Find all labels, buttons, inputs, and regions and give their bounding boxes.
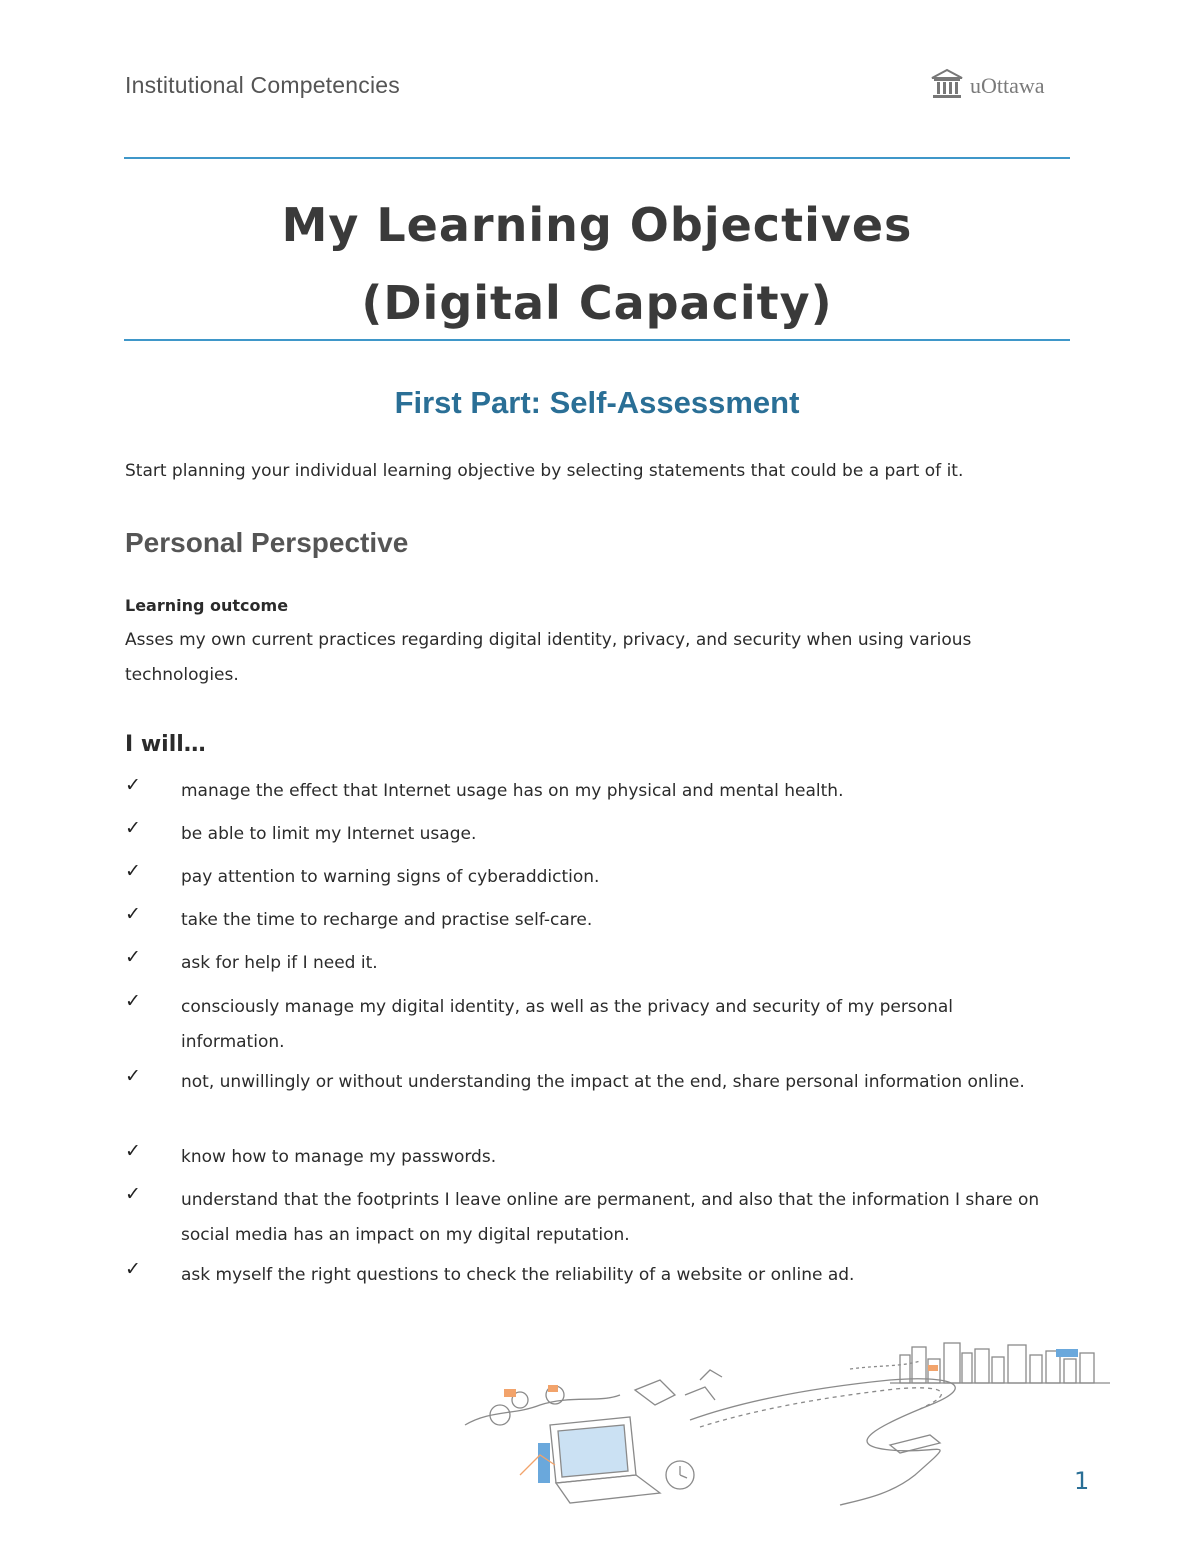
- checklist-item: [125, 1258, 1055, 1293]
- checklist-item: [125, 860, 1055, 895]
- uottawa-logo: [930, 66, 1045, 106]
- checklist-item: [125, 1183, 1055, 1253]
- checkmark-icon: ✓: [125, 774, 141, 796]
- checklist-item-text: understand that the footprints I leave online are permanent, and also that the information I share on social media has an impact on my digital reputation.: [181, 1190, 1040, 1245]
- building-icon: [930, 67, 964, 105]
- page-title-line2: (Digital Capacity): [361, 276, 833, 330]
- checklist-item-text: be able to limit my Internet usage.: [181, 824, 477, 844]
- checkmark-icon: ✓: [125, 903, 141, 925]
- learning-outcome-label: Learning outcome: [125, 596, 289, 615]
- checklist-item-text: pay attention to warning signs of cyberaddiction.: [181, 867, 600, 887]
- checklist-item-text: ask for help if I need it.: [181, 953, 378, 973]
- page-title: [124, 186, 1070, 342]
- checklist-item: [125, 774, 1055, 809]
- i-will-heading: I will…: [125, 732, 206, 757]
- checkmark-icon: ✓: [125, 946, 141, 968]
- checklist-item-text: take the time to recharge and practise self-care.: [181, 910, 593, 930]
- checkmark-icon: ✓: [125, 1140, 141, 1162]
- checklist-item: [125, 817, 1055, 852]
- intro-text: Start planning your individual learning objective by selecting statements that could be a part of it.: [125, 461, 964, 481]
- checkmark-icon: ✓: [125, 1065, 141, 1087]
- checklist-item-text: know how to manage my passwords.: [181, 1147, 497, 1167]
- city-laptop-illustration: [460, 1325, 1130, 1519]
- checklist-item-text: ask myself the right questions to check the reliability of a website or online ad.: [181, 1265, 855, 1285]
- checklist-item-text: manage the effect that Internet usage has on my physical and mental health.: [181, 781, 844, 801]
- checkmark-icon: ✓: [125, 1258, 141, 1280]
- checklist-item: [125, 1065, 1055, 1100]
- checkmark-icon: ✓: [125, 1183, 141, 1205]
- checklist-item-text: consciously manage my digital identity, as well as the privacy and security of my personal information.: [181, 997, 953, 1052]
- page-number: 1: [1074, 1467, 1090, 1495]
- checklist-item: [125, 903, 1055, 938]
- section-title: First Part: Self-Assessment: [394, 385, 800, 420]
- top-rule: [124, 157, 1070, 159]
- checklist-item: [125, 990, 1055, 1060]
- page-title-line1: My Learning Objectives: [281, 198, 913, 252]
- perspective-heading: Personal Perspective: [125, 527, 409, 558]
- checkmark-icon: ✓: [125, 817, 141, 839]
- header-title: Institutional Competencies: [125, 72, 400, 98]
- checklist-item: [125, 946, 1055, 981]
- bottom-rule: [124, 339, 1070, 341]
- checklist-item-text: not, unwillingly or without understanding the impact at the end, share personal information online.: [181, 1072, 1025, 1092]
- learning-outcome-text: Asses my own current practices regarding digital identity, privacy, and security when using various technologies.: [125, 630, 972, 685]
- checklist-item: [125, 1140, 1055, 1175]
- logo-text: uOttawa: [970, 73, 1045, 98]
- checkmark-icon: ✓: [125, 990, 141, 1012]
- checkmark-icon: ✓: [125, 860, 141, 882]
